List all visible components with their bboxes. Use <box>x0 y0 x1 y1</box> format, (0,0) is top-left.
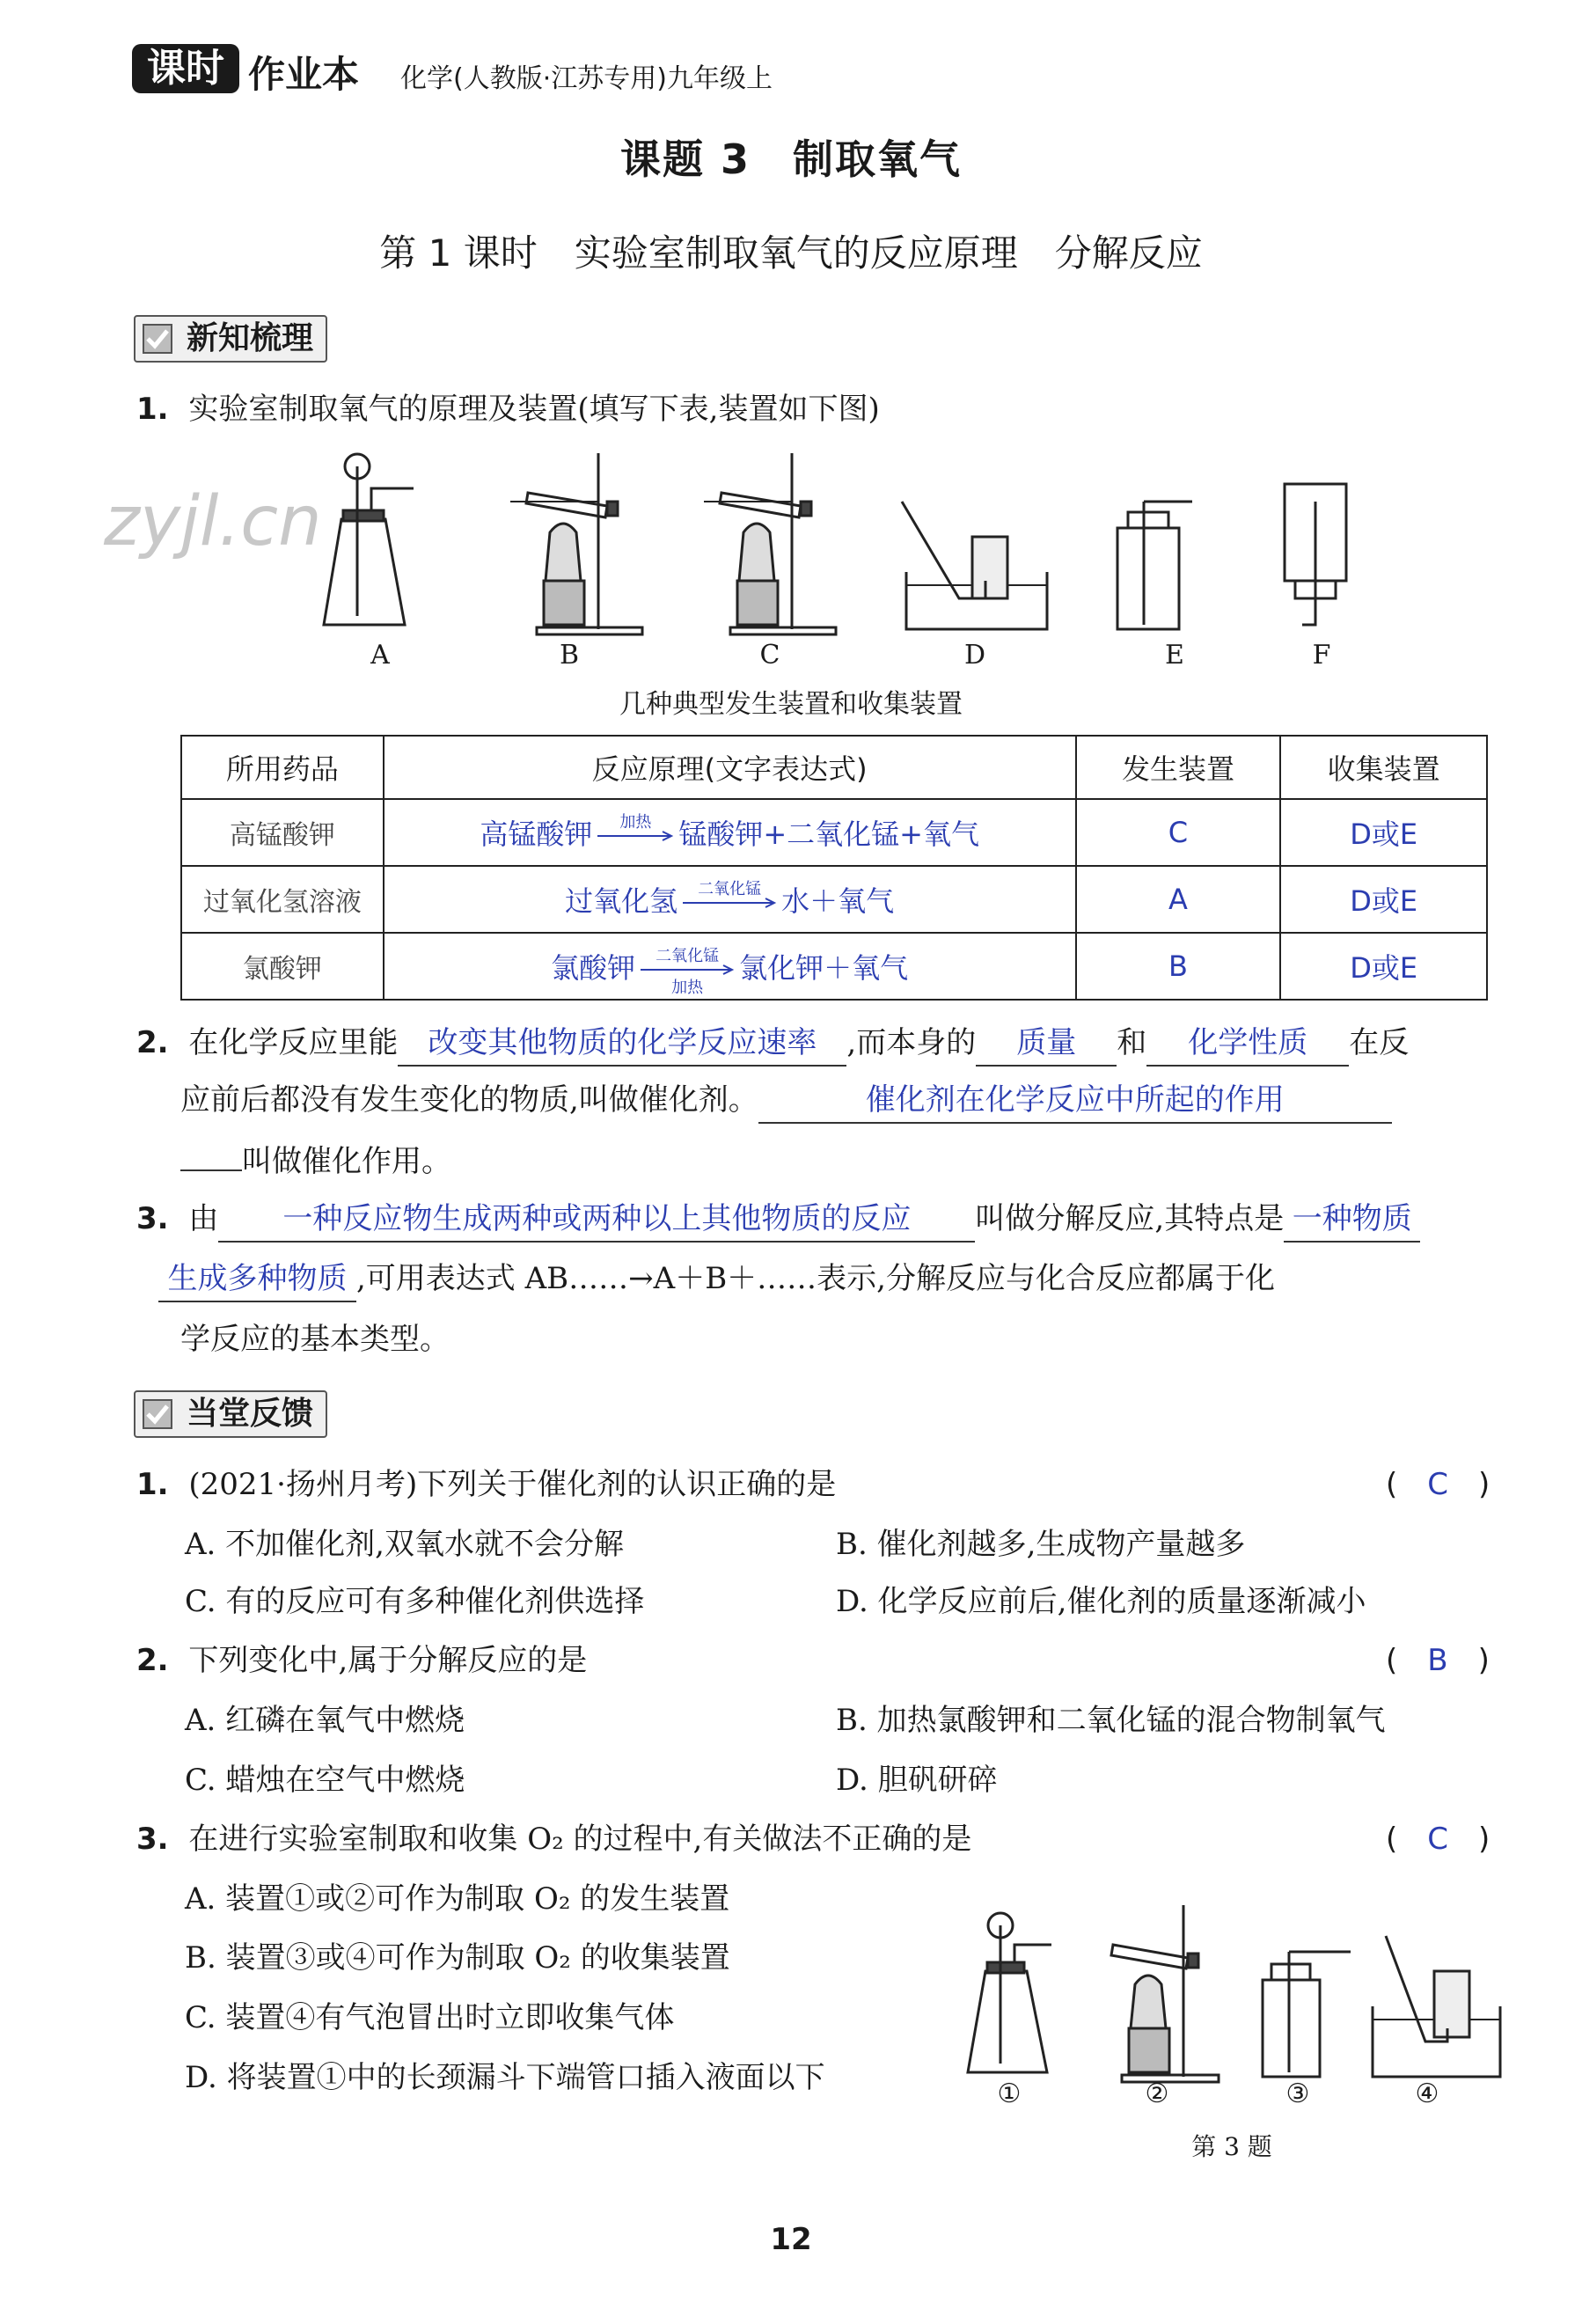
section-title: 新知梳理 <box>187 320 314 356</box>
reaction-arrow <box>596 812 675 854</box>
table-header: 所用药品 <box>181 736 384 799</box>
apparatus-3 <box>1263 1952 1351 2077</box>
apparatus-d <box>902 502 1047 629</box>
figure-label-c: C <box>759 640 780 671</box>
answer-blank: 质量 <box>976 1021 1117 1067</box>
figure-label-2: ② <box>1145 2078 1169 2109</box>
apparatus-4 <box>1373 1936 1500 2077</box>
text: ,可用表达式 AB……→A＋B＋……表示,分解反应与化合反应都属于化 <box>356 1261 1275 1296</box>
arrow-icon <box>596 831 675 841</box>
question-number: 2. <box>136 1025 169 1060</box>
section-header-feedback <box>134 1390 327 1438</box>
question-1 <box>136 387 880 431</box>
question-3-figure <box>963 1901 1509 2086</box>
option-c: C. 蜡烛在空气中燃烧 <box>185 1763 465 1798</box>
apparatus-e <box>1117 502 1192 629</box>
answer-blank-continued <box>180 1169 242 1171</box>
arrow-icon <box>681 898 778 908</box>
answer: C <box>1427 1467 1449 1502</box>
products: 锰酸钾+二氧化锰+氧气 <box>678 817 979 851</box>
option-c: C. 有的反应可有多种催化剂供选择 <box>185 1584 645 1619</box>
lesson-title: 课题 3 制取氧气 <box>619 136 963 183</box>
generator-cell: A <box>1076 866 1281 933</box>
section-title: 当堂反馈 <box>187 1396 314 1432</box>
figure-caption: 第 3 题 <box>1191 2132 1272 2161</box>
reactant: 高锰酸钾 <box>480 817 593 851</box>
text: ,而本身的 <box>846 1025 977 1060</box>
generator-cell: B <box>1076 933 1281 1000</box>
answer: C <box>1427 1822 1449 1857</box>
oxygen-prep-table <box>180 735 1488 1001</box>
products: 氯化钾＋氧气 <box>739 950 909 985</box>
option-a: A. 不加催化剂,双氧水就不会分解 <box>185 1527 624 1562</box>
option-d: D. 将装置①中的长颈漏斗下端管口插入液面以下 <box>185 2060 825 2095</box>
answer-blank: 催化剂在化学反应中所起的作用 <box>758 1078 1392 1124</box>
apparatus-b <box>510 453 642 634</box>
question-stem: 下列变化中,属于分解反应的是 <box>188 1643 588 1678</box>
option-b: B. 装置③或④可作为制取 O₂ 的收集装置 <box>185 1940 730 1976</box>
text: 和 <box>1117 1025 1147 1060</box>
option-c: C. 装置④有气泡冒出时立即收集气体 <box>185 2000 675 2035</box>
brand-logo: 课时 <box>132 44 239 93</box>
answer-bracket: ( B ) <box>1386 1643 1490 1678</box>
apparatus-c <box>704 453 836 634</box>
option-a: A. 红磷在氧气中燃烧 <box>185 1703 465 1738</box>
question-number: 3. <box>136 1201 169 1236</box>
condition-bottom: 加热 <box>671 978 704 997</box>
figure-label-a: A <box>370 640 390 671</box>
question-3-line-2 <box>158 1257 1496 1302</box>
text: 叫做催化作用。 <box>242 1144 451 1179</box>
text: 在反 <box>1349 1025 1410 1060</box>
table-header-row <box>181 736 1487 799</box>
apparatus-2 <box>1111 1905 1219 2082</box>
medicine-cell: 过氧化氢溶液 <box>181 866 384 933</box>
reactant: 过氧化氢 <box>565 883 678 918</box>
medicine-cell: 高锰酸钾 <box>181 799 384 866</box>
question-2 <box>136 1021 1491 1067</box>
option-d: D. 胆矾研碎 <box>836 1763 998 1798</box>
section-header-new-knowledge <box>134 315 327 363</box>
reaction-cell <box>384 933 1076 1000</box>
apparatus-f <box>1285 484 1346 625</box>
figure-label-e: E <box>1165 640 1184 671</box>
collector-cell: D或E <box>1280 799 1487 866</box>
figure-label-b: B <box>559 640 580 671</box>
answer-blank: 改变其他物质的化学反应速率 <box>398 1021 846 1067</box>
answer-blank: 一种物质 <box>1284 1197 1420 1243</box>
page-number: 12 <box>770 2222 812 2257</box>
brand-text: 作业本 <box>248 53 360 96</box>
table-row <box>181 866 1487 933</box>
feedback-question-1 <box>136 1463 836 1507</box>
collector-cell: D或E <box>1280 933 1487 1000</box>
question-number: 1. <box>136 1467 169 1502</box>
question-number: 3. <box>136 1822 169 1857</box>
figure-caption: 几种典型发生装置和收集装置 <box>619 689 963 720</box>
condition-top: 二氧化锰 <box>698 879 762 898</box>
question-stem: 在进行实验室制取和收集 O₂ 的过程中,有关做法不正确的是 <box>188 1822 972 1857</box>
text: 叫做分解反应,其特点是 <box>975 1201 1285 1236</box>
feedback-question-3 <box>136 1817 971 1861</box>
figure-label-4: ④ <box>1415 2078 1439 2109</box>
question-stem: (2021·扬州月考)下列关于催化剂的认识正确的是 <box>188 1467 837 1502</box>
condition-top: 加热 <box>619 812 652 832</box>
arrow-icon <box>639 964 736 975</box>
text: 由 <box>188 1201 219 1236</box>
answer: B <box>1427 1643 1448 1678</box>
subject-label: 化学(人教版·江苏专用)九年级上 <box>400 63 773 94</box>
text: 应前后都没有发生变化的物质,叫做催化剂。 <box>180 1082 758 1118</box>
table-header: 收集装置 <box>1280 736 1487 799</box>
question-text: 实验室制取氧气的原理及装置(填写下表,装置如下图) <box>188 392 880 427</box>
option-b: B. 催化剂越多,生成物产量越多 <box>836 1527 1246 1562</box>
question-number: 1. <box>136 392 169 427</box>
answer-blank: 一种反应物生成两种或两种以上其他物质的反应 <box>218 1197 975 1243</box>
apparatus-figure <box>317 449 1373 678</box>
table-header: 发生装置 <box>1076 736 1281 799</box>
watermark: zyjl.cn <box>104 482 322 561</box>
medicine-cell: 氯酸钾 <box>181 933 384 1000</box>
figure-label-f: F <box>1312 640 1331 671</box>
apparatus-a <box>324 454 414 625</box>
answer-bracket: ( C ) <box>1386 1822 1490 1857</box>
option-d: D. 化学反应前后,催化剂的质量逐渐减小 <box>836 1584 1366 1619</box>
generator-cell: C <box>1076 799 1281 866</box>
collector-cell: D或E <box>1280 866 1487 933</box>
reaction-cell <box>384 799 1076 866</box>
table-header: 反应原理(文字表达式) <box>384 736 1076 799</box>
option-a: A. 装置①或②可作为制取 O₂ 的发生装置 <box>185 1881 730 1917</box>
answer-bracket: ( C ) <box>1386 1467 1490 1502</box>
figure-label-d: D <box>963 640 986 671</box>
question-3 <box>136 1197 1496 1243</box>
text: 学反应的基本类型。 <box>180 1322 450 1357</box>
answer-blank: 生成多种物质 <box>158 1257 356 1302</box>
reaction-cell <box>384 866 1076 933</box>
question-number: 2. <box>136 1643 169 1678</box>
apparatus-1 <box>968 1913 1051 2072</box>
table-row <box>181 933 1487 1000</box>
condition-top: 二氧化锰 <box>656 946 720 965</box>
reaction-arrow <box>639 946 736 997</box>
reaction-arrow <box>681 879 778 920</box>
feedback-question-2 <box>136 1639 587 1683</box>
period-title: 第 1 课时 实验室制取氧气的反应原理 分解反应 <box>379 231 1203 275</box>
question-2-line-3 <box>180 1140 451 1184</box>
check-icon <box>143 324 172 354</box>
table-row <box>181 799 1487 866</box>
reactant: 氯酸钾 <box>551 950 636 985</box>
products: 水＋氧气 <box>781 883 895 918</box>
figure-label-1: ① <box>997 2078 1022 2109</box>
question-2-line-2 <box>180 1078 1491 1124</box>
figure-label-3: ③ <box>1285 2078 1310 2109</box>
text: 在化学反应里能 <box>188 1025 399 1060</box>
answer-blank: 化学性质 <box>1146 1021 1349 1067</box>
check-icon <box>143 1399 172 1429</box>
question-3-line-3 <box>180 1317 450 1361</box>
option-b: B. 加热氯酸钾和二氧化锰的混合物制氧气 <box>836 1703 1386 1738</box>
